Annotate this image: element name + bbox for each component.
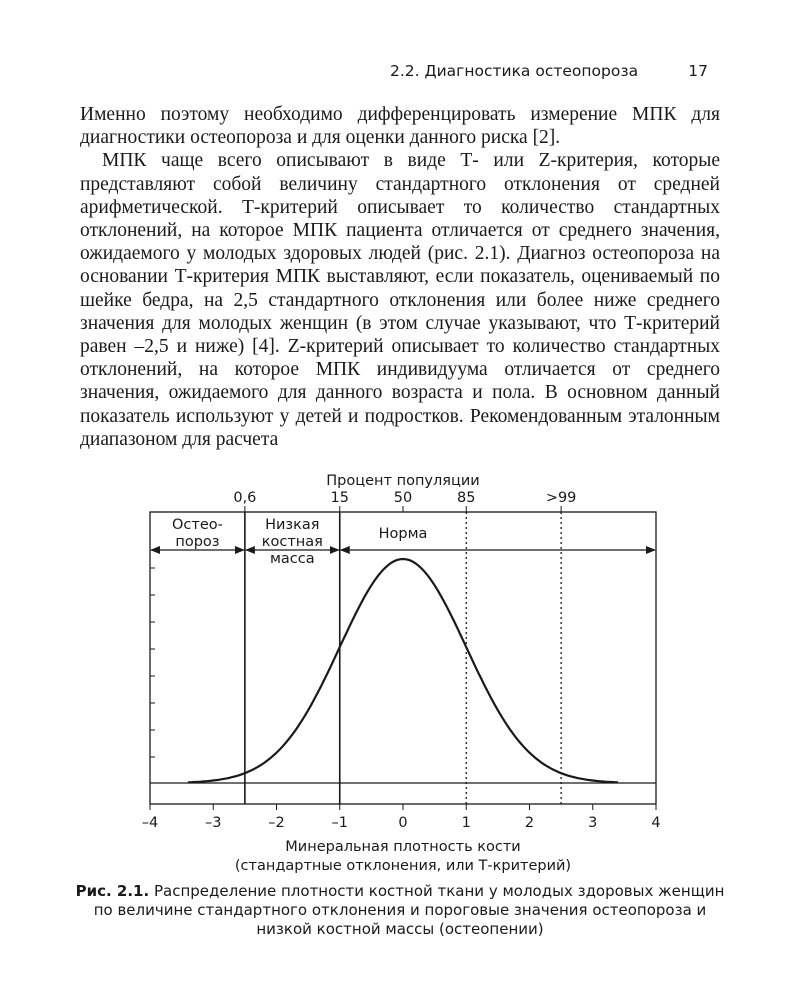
- x-axis-sublabel: (стандартные отклонения, или Т-критерий): [234, 858, 572, 874]
- zone-label: масса: [269, 551, 315, 567]
- plot-frame: [150, 512, 656, 804]
- zone-label: пороз: [175, 534, 220, 550]
- x-tick-label: –4: [141, 815, 159, 831]
- zone-label: Низкая: [265, 517, 320, 533]
- bmd-distribution-chart: [0, 460, 800, 880]
- x-axis-label: Минеральная плотность кости: [285, 839, 521, 855]
- x-tick-label: 3: [588, 815, 598, 831]
- figure-caption: [70, 882, 730, 939]
- top-tick-label: 85: [457, 490, 476, 506]
- zone-label: костная: [261, 534, 323, 550]
- x-tick-label: 2: [524, 815, 535, 831]
- paragraph: МПК чаще всего описывают в виде Т- или Z-критерия, которые представляют собой величину стандартного отклонения от средней арифметической. Т-критерий описывает то количество стандартных отклонений, на которое МПК пациента отличается от среднего значения, ожидаемого у молодых здоровых людей (рис. 2.1). Диагноз остеопороза на основании Т-критерия МПК выставляют, если показатель, оцениваемый по шейке бедра, на 2,5 стандартного отклонения или более ниже среднего значения для молодых женщин (в этом случае указывают, что Т-критерий равен –2,5 и ниже) [4]. Z-критерий описывает то количество стандартных отклонений, на которое МПК индивидуума отличается от среднего значения, ожидаемого для данного возраста и пола. В основном данный показатель используют у детей и подростков. Рекомендованным эталонным диапазоном для расчета: [80, 150, 720, 450]
- distribution-curve: [188, 559, 618, 782]
- x-tick-label: 0: [398, 815, 408, 831]
- chart-title: Процент популяции: [326, 473, 480, 489]
- top-tick-label: >99: [545, 490, 577, 506]
- x-tick-label: 1: [461, 815, 471, 831]
- x-tick-label: –1: [331, 815, 348, 831]
- body-text: [80, 103, 720, 451]
- top-tick-label: 0,6: [233, 490, 257, 506]
- section-title: 2.2. Диагностика остеопороза: [390, 62, 639, 80]
- zone-label: Остео-: [172, 517, 223, 533]
- page-number: 17: [688, 62, 708, 80]
- paragraph: Именно поэтому необходимо дифференцировать измерение МПК для диагностики остеопороза и для оценки данного риска [2].: [80, 104, 720, 149]
- caption-text: Распределение плотности костной ткани у молодых здоровых женщин по величине стандартного отклонения и пороговые значения остеопороза и низкой костной массы (остеопении): [93, 882, 725, 938]
- x-tick-label: 4: [651, 815, 661, 831]
- top-tick-label: 15: [330, 490, 349, 506]
- x-tick-label: –2: [268, 815, 285, 831]
- zone-label: Норма: [378, 526, 428, 542]
- x-tick-label: –3: [205, 815, 222, 831]
- top-tick-label: 50: [393, 490, 413, 506]
- caption-label: Рис. 2.1.: [75, 882, 150, 900]
